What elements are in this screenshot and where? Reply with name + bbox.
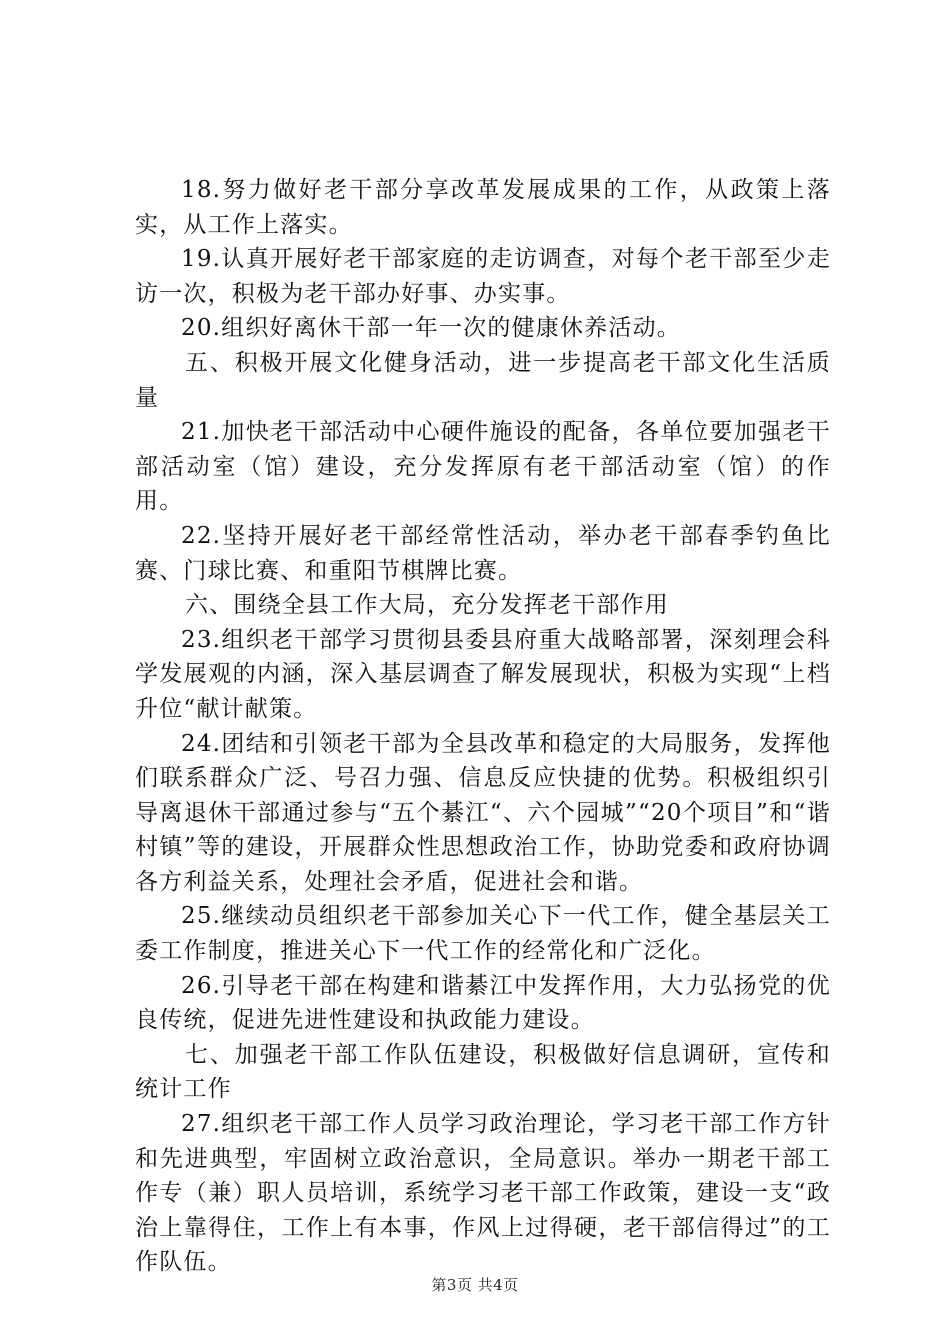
list-item: 20.组织好离休干部一年一次的健康休养活动。 [181,315,681,342]
list-item: 21.加快老干部活动中心硬件施设的配备，各单位要加强老干部活动室（馆）建设，充分发挥原有老干部活动室（馆）的作用。 [135,419,831,515]
section-heading: 七、加强老干部工作队伍建设，积极做好信息调研，宣传和统计工作 [135,1041,831,1103]
page-number: 第3页 共4页 [431,1276,519,1294]
document-body [135,173,831,1280]
list-item: 26.引导老干部在构建和谐綦江中发挥作用，大力弘扬党的优良传统，促进先进性建设和执政能力建设。 [135,972,831,1034]
section-heading: 六、围绕全县工作大局，充分发挥老干部作用 [185,592,669,619]
list-item: 19.认真开展好老干部家庭的走访调查，对每个老干部至少走访一次，积极为老干部办好事、办实事。 [135,246,831,307]
list-item: 18.努力做好老干部分享改革发展成果的工作，从政策上落实，从工作上落实。 [135,177,831,238]
list-item: 25.继续动员组织老干部参加关心下一代工作，健全基层关工委工作制度，推进关心下一代工作的经常化和广泛化。 [135,903,831,965]
list-item: 23.组织老干部学习贯彻县委县府重大战略部署，深刻理会科学发展观的内涵，深入基层调查了解发展现状，积极为实现“上档升位“献计献策。 [135,626,831,722]
list-item: 22.坚持开展好老干部经常性活动，举办老干部春季钓鱼比赛、门球比赛、和重阳节棋牌比赛。 [135,522,831,584]
list-item: 27.组织老干部工作人员学习政治理论，学习老干部工作方针和先进典型，牢固树立政治意识，全局意识。举办一期老干部工作专（兼）职人员培训，系统学习老干部工作政策，建设一支“政治上靠得住，工作上有本事，作风上过得硬，老干部信得过”的工作队伍。 [135,1111,831,1276]
list-item: 24.团结和引领老干部为全县改革和稳定的大局服务，发挥他们联系群众广泛、号召力强、信息反应快捷的优势。积极组织引导离退休干部通过参与“五个綦江“、六个园城”“20个项目”和“谐村镇”等的建设，开展群众性思想政治工作，协助党委和政府协调各方利益关系，处理社会矛盾，促进社会和谐。 [135,730,831,895]
section-heading: 五、积极开展文化健身活动，进一步提高老干部文化生活质量 [135,349,831,411]
